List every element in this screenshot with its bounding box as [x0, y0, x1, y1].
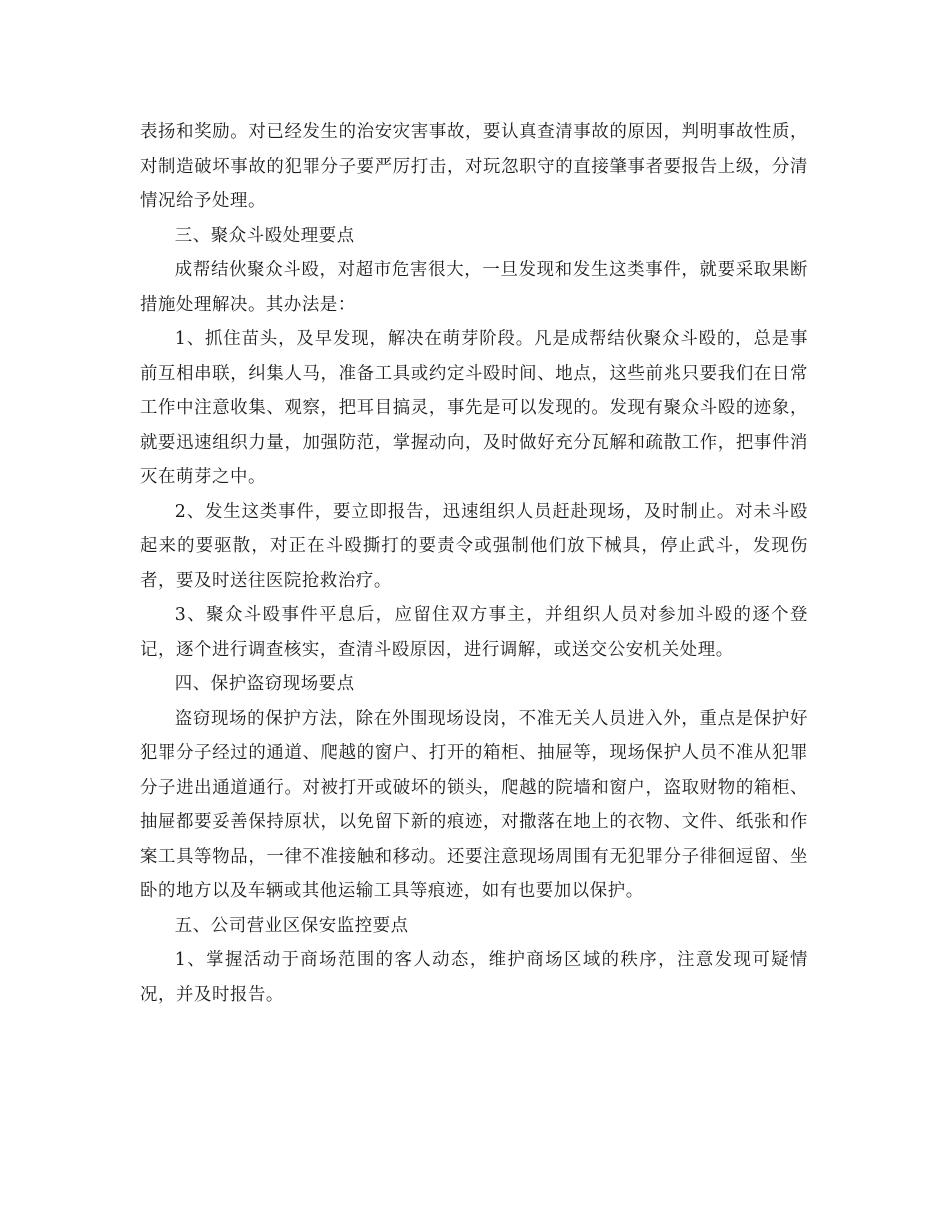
paragraph: 1、抓住苗头，及早发现，解决在萌芽阶段。凡是成帮结伙聚众斗殴的，总是事前互相串联，纠集人马，准备工具或约定斗殴时间、地点，这些前兆只要我们在日常工作中注意收集、观察，把耳目搞灵，事先是可以发现的。发现有聚众斗殴的迹象，就要迅速组织力量，加强防范，掌握动向，及时做好充分瓦解和疏散工作，把事件消灭在萌芽之中。: [140, 329, 808, 487]
paragraph: 盗窃现场的保护方法，除在外围现场设岗，不准无关人员进入外，重点是保护好犯罪分子经过的通道、爬越的窗户、打开的箱柜、抽屉等，现场保护人员不准从犯罪分子进出通道通行。对被打开或破坏的锁头，爬越的院墙和窗户，盗取财物的箱柜、抽屉都要妥善保持原状，以免留下新的痕迹，对撒落在地上的衣物、文件、纸张和作案工具等物品，一律不准接触和移动。还要注意现场周围有无犯罪分子徘徊逗留、坐卧的地方以及车辆或其他运输工具等痕迹，如有也要加以保护。: [140, 708, 808, 901]
paragraph: 成帮结伙聚众斗殴，对超市危害很大，一旦发现和发生这类事件，就要采取果断措施处理解决。其办法是：: [140, 260, 808, 315]
paragraph: 2、发生这类事件，要立即报告，迅速组织人员赶赴现场，及时制止。对未斗殴起来的要驱散，对正在斗殴撕打的要责令或强制他们放下械具，停止武斗，发现伤者，要及时送往医院抢救治疗。: [140, 501, 808, 591]
document-body: [140, 115, 808, 1012]
section-heading-3: 三、聚众斗殴处理要点: [174, 225, 355, 246]
section-heading-4: 四、保护盗窃现场要点: [174, 674, 355, 694]
paragraph-continuation: 表扬和奖励。对已经发生的治安灾害事故，要认真查清事故的原因，判明事故性质，对制造破坏事故的犯罪分子要严厉打击，对玩忽职守的直接肇事者要报告上级，分清情况给予处理。: [140, 122, 808, 211]
section-heading-5: 五、公司营业区保安监控要点: [174, 915, 409, 936]
paragraph: 1、掌握活动于商场范围的客人动态，维护商场区域的秩序，注意发现可疑情况，并及时报告。: [140, 950, 808, 1005]
paragraph: 3、聚众斗殴事件平息后，应留住双方事主，并组织人员对参加斗殴的逐个登记，逐个进行调查核实，查清斗殴原因，进行调解，或送交公安机关处理。: [140, 605, 808, 660]
